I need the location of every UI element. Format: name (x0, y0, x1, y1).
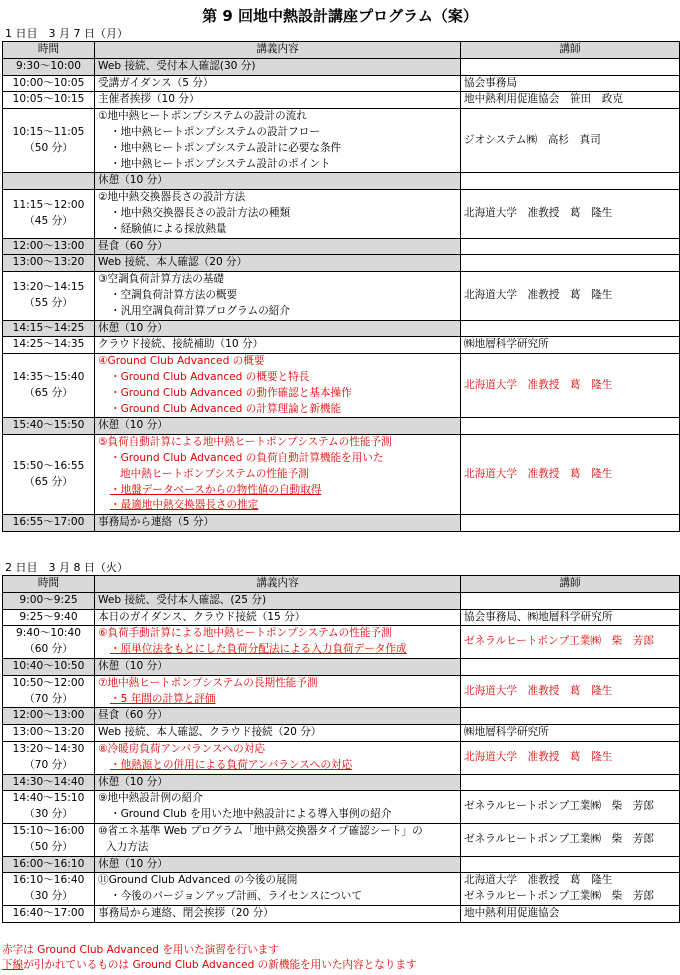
time-text: 13:00～13:20 (12, 256, 85, 269)
content-line (98, 222, 457, 238)
time-cell (3, 658, 95, 675)
day1-label: 1 日目 3 月 7 日（月） (5, 27, 128, 40)
content-text: ①地中熱ヒートポンプシステムの設計の流れ (98, 110, 307, 123)
time-text: 15:50～16:55 (12, 459, 85, 472)
schedule-row (3, 173, 680, 190)
time-text: 16:10～16:40 (12, 874, 85, 887)
time-cell (3, 272, 95, 320)
lecturer-text: ゼネラルヒートポンプ工業㈱ 柴 芳郎 (464, 800, 654, 813)
footnotes (2, 943, 417, 973)
content-line (98, 255, 457, 271)
content-line (98, 239, 457, 255)
schedule-row (3, 658, 680, 675)
schedule-row (3, 238, 680, 255)
time-text: 14:30～14:40 (12, 775, 85, 788)
day1-schedule-table (2, 41, 680, 532)
time-text: 13:00～13:20 (12, 726, 85, 739)
content-line (98, 824, 457, 840)
content-line (98, 190, 457, 206)
footnote-red-text: 赤字は Ground Club Advanced を用いた演習を行います (2, 944, 279, 956)
time-cell (3, 92, 95, 109)
content-cell (95, 774, 461, 791)
content-text: ⑨地中熱設計例の紹介 (98, 792, 203, 805)
time-text (6, 173, 91, 189)
time-text: 10:05～10:15 (12, 93, 85, 106)
content-text: ・最適地中熱交換器長さの推定 (110, 499, 259, 512)
content-header: 講義内容 (95, 576, 461, 593)
content-cell (95, 354, 461, 418)
time-cell (3, 190, 95, 238)
lecturer-text: 協会事務局、㈱地層科学研究所 (464, 610, 613, 623)
content-cell (95, 320, 461, 337)
content-line (98, 873, 457, 889)
time-text: 15:10～16:00 (12, 824, 85, 837)
content-text: 入力方法 (106, 840, 149, 853)
content-line (98, 370, 457, 386)
content-line (98, 206, 457, 222)
lecturer-text: 北海道大学 准教授 葛 隆生 (464, 750, 613, 763)
content-cell (95, 58, 461, 75)
schedule-row (3, 337, 680, 354)
lecturer-cell (461, 592, 680, 609)
schedule-row (3, 435, 680, 515)
content-line (98, 498, 457, 514)
lecturer-cell (461, 708, 680, 725)
time-cell (3, 435, 95, 515)
lecturer-text: ゼネラルヒートポンプ工業㈱ 柴 芳郎 (464, 832, 654, 845)
time-cell (3, 905, 95, 922)
schedule-row (3, 873, 680, 906)
schedule-row (3, 725, 680, 742)
content-text: クラウド接続、接続補助（10 分） (98, 338, 264, 351)
content-line (98, 321, 457, 337)
time-cell (3, 354, 95, 418)
content-cell (95, 190, 461, 238)
time-text: （70 分） (24, 692, 73, 705)
schedule-row (3, 823, 680, 856)
schedule-row (3, 515, 680, 532)
content-line (98, 483, 457, 499)
content-line (98, 125, 457, 141)
content-cell (95, 856, 461, 873)
lecturer-cell (461, 725, 680, 742)
content-line (98, 742, 457, 758)
content-cell (95, 592, 461, 609)
content-cell (95, 435, 461, 515)
content-text: ⑧冷暖房負荷アンバランスへの対応 (98, 742, 265, 755)
lecturer-text: ゼネラルヒートポンプ工業㈱ 柴 芳郎 (464, 890, 654, 903)
time-text: 14:15～14:25 (12, 321, 85, 334)
time-cell (3, 708, 95, 725)
lecturer-text: 北海道大学 准教授 葛 隆生 (464, 874, 613, 887)
content-cell (95, 791, 461, 824)
schedule-row (3, 190, 680, 238)
schedule-row (3, 75, 680, 92)
lecturer-text: 北海道大学 准教授 葛 隆生 (464, 467, 613, 480)
content-line (98, 173, 457, 189)
time-cell (3, 725, 95, 742)
time-text: 14:35～15:40 (12, 370, 85, 383)
lecturer-cell (461, 791, 680, 824)
schedule-row (3, 354, 680, 418)
content-line (98, 857, 457, 873)
schedule-row (3, 791, 680, 824)
content-cell (95, 238, 461, 255)
lecturer-cell (461, 873, 680, 906)
schedule-row (3, 774, 680, 791)
content-text: ・5 年間の計算と評価 (110, 692, 216, 705)
lecturer-cell (461, 856, 680, 873)
lecturer-text: ㈱地層科学研究所 (464, 726, 549, 739)
content-line (98, 807, 457, 823)
content-line (98, 451, 457, 467)
lecturer-cell (461, 58, 680, 75)
content-line (98, 435, 457, 451)
lecturer-text: 北海道大学 准教授 葛 隆生 (464, 288, 613, 301)
content-line (98, 676, 457, 692)
content-text: ・空調負荷計算方法の概要 (110, 288, 238, 301)
schedule-row (3, 856, 680, 873)
content-line (98, 141, 457, 157)
content-cell (95, 75, 461, 92)
time-cell (3, 823, 95, 856)
schedule-row (3, 741, 680, 774)
time-text: （60 分） (24, 643, 73, 656)
time-header: 時間 (3, 576, 95, 593)
content-text: ・地中熱ヒートポンプシステムの設計フロー (110, 125, 320, 138)
content-line (98, 840, 457, 856)
content-line (98, 109, 457, 125)
time-cell (3, 626, 95, 659)
content-text: 昼食（60 分） (98, 709, 168, 722)
content-cell (95, 725, 461, 742)
content-cell (95, 626, 461, 659)
lecturer-text: ジオシステム㈱ 高杉 真司 (464, 133, 601, 146)
lecturer-cell (461, 255, 680, 272)
content-line (98, 304, 457, 320)
content-line (98, 758, 457, 774)
content-text: Web 接続、受付本人確認、(25 分) (98, 593, 267, 606)
content-line (98, 791, 457, 807)
content-cell (95, 708, 461, 725)
content-text: 地中熱ヒートポンプシステムの性能予測 (120, 467, 309, 480)
time-text: 16:55～17:00 (12, 516, 85, 529)
lecturer-cell (461, 337, 680, 354)
content-cell (95, 109, 461, 173)
schedule-row (3, 272, 680, 320)
content-line (98, 418, 457, 434)
lecturer-cell (461, 190, 680, 238)
lecturer-text: 地中熱利用促進協会 (464, 906, 560, 919)
schedule-row (3, 418, 680, 435)
lecturer-cell (461, 626, 680, 659)
lecturer-cell (461, 741, 680, 774)
lecturer-text: 北海道大学 准教授 葛 隆生 (464, 684, 613, 697)
time-text: （65 分） (24, 386, 73, 399)
lecturer-cell (461, 658, 680, 675)
content-line (98, 593, 457, 609)
content-cell (95, 272, 461, 320)
schedule-row (3, 592, 680, 609)
time-text: （70 分） (24, 758, 73, 771)
content-line (98, 402, 457, 418)
content-cell (95, 92, 461, 109)
page-title: 第 9 回地中熱設計講座プログラム（案） (202, 7, 478, 25)
content-text: ④Ground Club Advanced の概要 (98, 355, 265, 368)
content-text: ・Ground Club Advanced の計算理論と新機能 (110, 402, 342, 415)
time-text: 10:15～11:05 (12, 125, 85, 138)
content-text: ⑥負荷手動計算による地中熱ヒートポンプシステムの性能予測 (98, 627, 392, 640)
time-text: 15:40～15:50 (12, 419, 85, 432)
lecturer-cell (461, 905, 680, 922)
content-line (98, 272, 457, 288)
content-text: ⑪Ground Club Advanced の今後の展開 (98, 874, 298, 887)
lecturer-cell (461, 418, 680, 435)
content-line (98, 76, 457, 92)
content-text: 休憩（10 分） (98, 321, 168, 334)
content-cell (95, 823, 461, 856)
time-text: （45 分） (24, 214, 73, 227)
lecturer-header: 講師 (461, 576, 680, 593)
content-text: ②地中熱交換器長さの設計方法 (98, 191, 246, 204)
content-cell (95, 337, 461, 354)
content-text: 休憩（10 分） (98, 174, 168, 187)
content-text: ・地盤データベースからの物性値の自動取得 (110, 483, 322, 496)
time-text: 12:00～13:00 (12, 239, 85, 252)
content-line (98, 889, 457, 905)
time-text: 9:40～10:40 (16, 627, 81, 640)
time-cell (3, 791, 95, 824)
lecturer-cell (461, 435, 680, 515)
content-cell (95, 173, 461, 190)
time-cell (3, 592, 95, 609)
time-cell (3, 741, 95, 774)
content-line (98, 775, 457, 791)
time-cell (3, 173, 95, 190)
time-cell (3, 337, 95, 354)
schedule-row (3, 675, 680, 708)
time-cell (3, 418, 95, 435)
time-cell (3, 58, 95, 75)
content-cell (95, 905, 461, 922)
lecturer-text: 北海道大学 准教授 葛 隆生 (464, 206, 613, 219)
content-line (98, 626, 457, 642)
content-text: ・Ground Club Advanced の負荷自動計算機能を用いた (110, 451, 384, 464)
content-text: ・地中熱ヒートポンプシステム設計に必要な条件 (110, 141, 342, 154)
time-text: 16:00～16:10 (12, 857, 85, 870)
time-cell (3, 238, 95, 255)
schedule-row (3, 320, 680, 337)
time-text: 13:20～14:30 (12, 742, 85, 755)
time-cell (3, 856, 95, 873)
time-cell (3, 515, 95, 532)
time-text: 16:40～17:00 (12, 906, 85, 919)
footnote-underline (2, 958, 417, 973)
lecturer-cell (461, 774, 680, 791)
content-text: 昼食（60 分） (98, 239, 168, 252)
lecturer-cell (461, 515, 680, 532)
content-line (98, 59, 457, 75)
content-cell (95, 741, 461, 774)
content-text: 休憩（10 分） (98, 419, 168, 432)
content-header: 講義内容 (95, 42, 461, 59)
content-line (98, 515, 457, 531)
lecturer-text: 地中熱利用促進協会 笹田 政克 (464, 93, 623, 106)
content-text: 主催者挨拶（10 分） (98, 93, 200, 106)
time-text: 13:20～14:15 (12, 281, 85, 294)
schedule-row (3, 708, 680, 725)
content-line (98, 467, 457, 483)
time-cell (3, 675, 95, 708)
content-text: ・地中熱交換器長さの設計方法の種類 (110, 206, 291, 219)
content-cell (95, 609, 461, 626)
content-line (98, 906, 457, 922)
time-text: （65 分） (24, 475, 73, 488)
time-cell (3, 255, 95, 272)
content-line (98, 288, 457, 304)
time-text: 12:00～13:00 (12, 709, 85, 722)
schedule-row (3, 626, 680, 659)
schedule-row (3, 58, 680, 75)
time-cell (3, 109, 95, 173)
schedule-row (3, 109, 680, 173)
content-cell (95, 515, 461, 532)
content-cell (95, 873, 461, 906)
time-cell (3, 320, 95, 337)
lecturer-cell (461, 92, 680, 109)
schedule-row (3, 92, 680, 109)
lecturer-cell (461, 354, 680, 418)
content-text: ③空調負荷計算方法の基礎 (98, 273, 225, 286)
time-text: （30 分） (24, 808, 73, 821)
content-text: ・Ground Club を用いた地中熱設計による導入事例の紹介 (110, 808, 392, 821)
content-text: 休憩（10 分） (98, 857, 168, 870)
content-text: ・Ground Club Advanced の概要と特長 (110, 370, 310, 383)
content-text: ・地中熱ヒートポンプシステム設計のポイント (110, 157, 331, 170)
day2-label: 2 日目 3 月 8 日（火） (5, 561, 128, 574)
schedule-row (3, 255, 680, 272)
content-text: Web 接続、本人確認、クラウド接続（20 分） (98, 726, 322, 739)
time-text: 10:40～10:50 (12, 659, 85, 672)
time-text: 9:25～9:40 (19, 610, 78, 623)
content-line (98, 610, 457, 626)
lecturer-cell (461, 609, 680, 626)
schedule-row (3, 609, 680, 626)
content-text: 休憩（10 分） (98, 775, 168, 788)
lecturer-text: ㈱地層科学研究所 (464, 338, 549, 351)
content-line (98, 692, 457, 708)
content-line (98, 157, 457, 173)
lecturer-cell (461, 823, 680, 856)
content-line (98, 642, 457, 658)
lecturer-text: 協会事務局 (464, 76, 517, 89)
footnote-underline-text: が引かれているものは Ground Club Advanced の新機能を用いた内容となります (23, 959, 417, 971)
time-text: （50 分） (24, 141, 73, 154)
content-cell (95, 255, 461, 272)
content-text: 休憩（10 分） (98, 659, 168, 672)
time-cell (3, 873, 95, 906)
time-cell (3, 609, 95, 626)
content-cell (95, 675, 461, 708)
time-text: 11:15～12:00 (12, 199, 85, 212)
time-cell (3, 75, 95, 92)
content-cell (95, 418, 461, 435)
content-text: ・他熱源との併用による負荷アンバランスへの対応 (110, 758, 353, 771)
time-text: （50 分） (24, 840, 73, 853)
content-line (98, 354, 457, 370)
content-line (98, 659, 457, 675)
lecturer-cell (461, 675, 680, 708)
lecturer-cell (461, 272, 680, 320)
schedule-row (3, 905, 680, 922)
content-line (98, 725, 457, 741)
content-text: 受講ガイダンス（5 分） (98, 76, 214, 89)
content-text: ・経験値による採放熱量 (110, 222, 227, 235)
lecturer-cell (461, 320, 680, 337)
content-text: ⑦地中熱ヒートポンプシステムの長期性能予測 (98, 676, 318, 689)
content-text: ・汎用空調負荷計算プログラムの紹介 (110, 304, 290, 317)
time-cell (3, 774, 95, 791)
content-line (98, 386, 457, 402)
lecturer-cell (461, 75, 680, 92)
content-line (98, 708, 457, 724)
lecturer-cell (461, 238, 680, 255)
content-line (98, 92, 457, 108)
content-text: Web 接続、本人確認（20 分） (98, 256, 248, 269)
lecturer-text: 北海道大学 准教授 葛 隆生 (464, 378, 613, 391)
content-text: Web 接続、受付本人確認(30 分) (98, 59, 256, 72)
lecturer-cell (461, 109, 680, 173)
day2-schedule-table (2, 575, 680, 923)
content-text: 事務局から連絡、閉会挨拶（20 分） (98, 906, 274, 919)
content-text: ⑩省エネ基準 Web プログラム「地中熱交換器タイプ確認シート」の (98, 824, 423, 837)
content-line (98, 337, 457, 353)
content-text: ・原単位法をもとにした負荷分配法による入力負荷データ作成 (110, 643, 407, 656)
time-text: （30 分） (24, 890, 73, 903)
content-text: 本日のガイダンス、クラウド接続（15 分） (98, 610, 306, 623)
time-text: 10:00～10:05 (12, 76, 85, 89)
lecturer-cell (461, 173, 680, 190)
time-text: （55 分） (24, 296, 73, 309)
content-text: 事務局から連絡（5 分） (98, 516, 215, 529)
content-cell (95, 658, 461, 675)
footnote-underline-word: 下線 (2, 959, 24, 971)
lecturer-text: ゼネラルヒートポンプ工業㈱ 柴 芳郎 (464, 635, 654, 648)
time-text: 14:25～14:35 (12, 338, 85, 351)
content-text: ・今後のバージョンアップ計画、ライセンスについて (110, 890, 362, 903)
time-text: 14:40～15:10 (12, 792, 85, 805)
content-text: ⑤負荷自動計算による地中熱ヒートポンプシステムの性能予測 (98, 436, 392, 449)
lecturer-header: 講師 (461, 42, 680, 59)
time-text: 9:30～10:00 (16, 59, 81, 72)
content-text: ・Ground Club Advanced の動作確認と基本操作 (110, 386, 352, 399)
time-header: 時間 (3, 42, 95, 59)
time-text: 9:00～9:25 (19, 593, 78, 606)
time-text: 10:50～12:00 (12, 676, 85, 689)
